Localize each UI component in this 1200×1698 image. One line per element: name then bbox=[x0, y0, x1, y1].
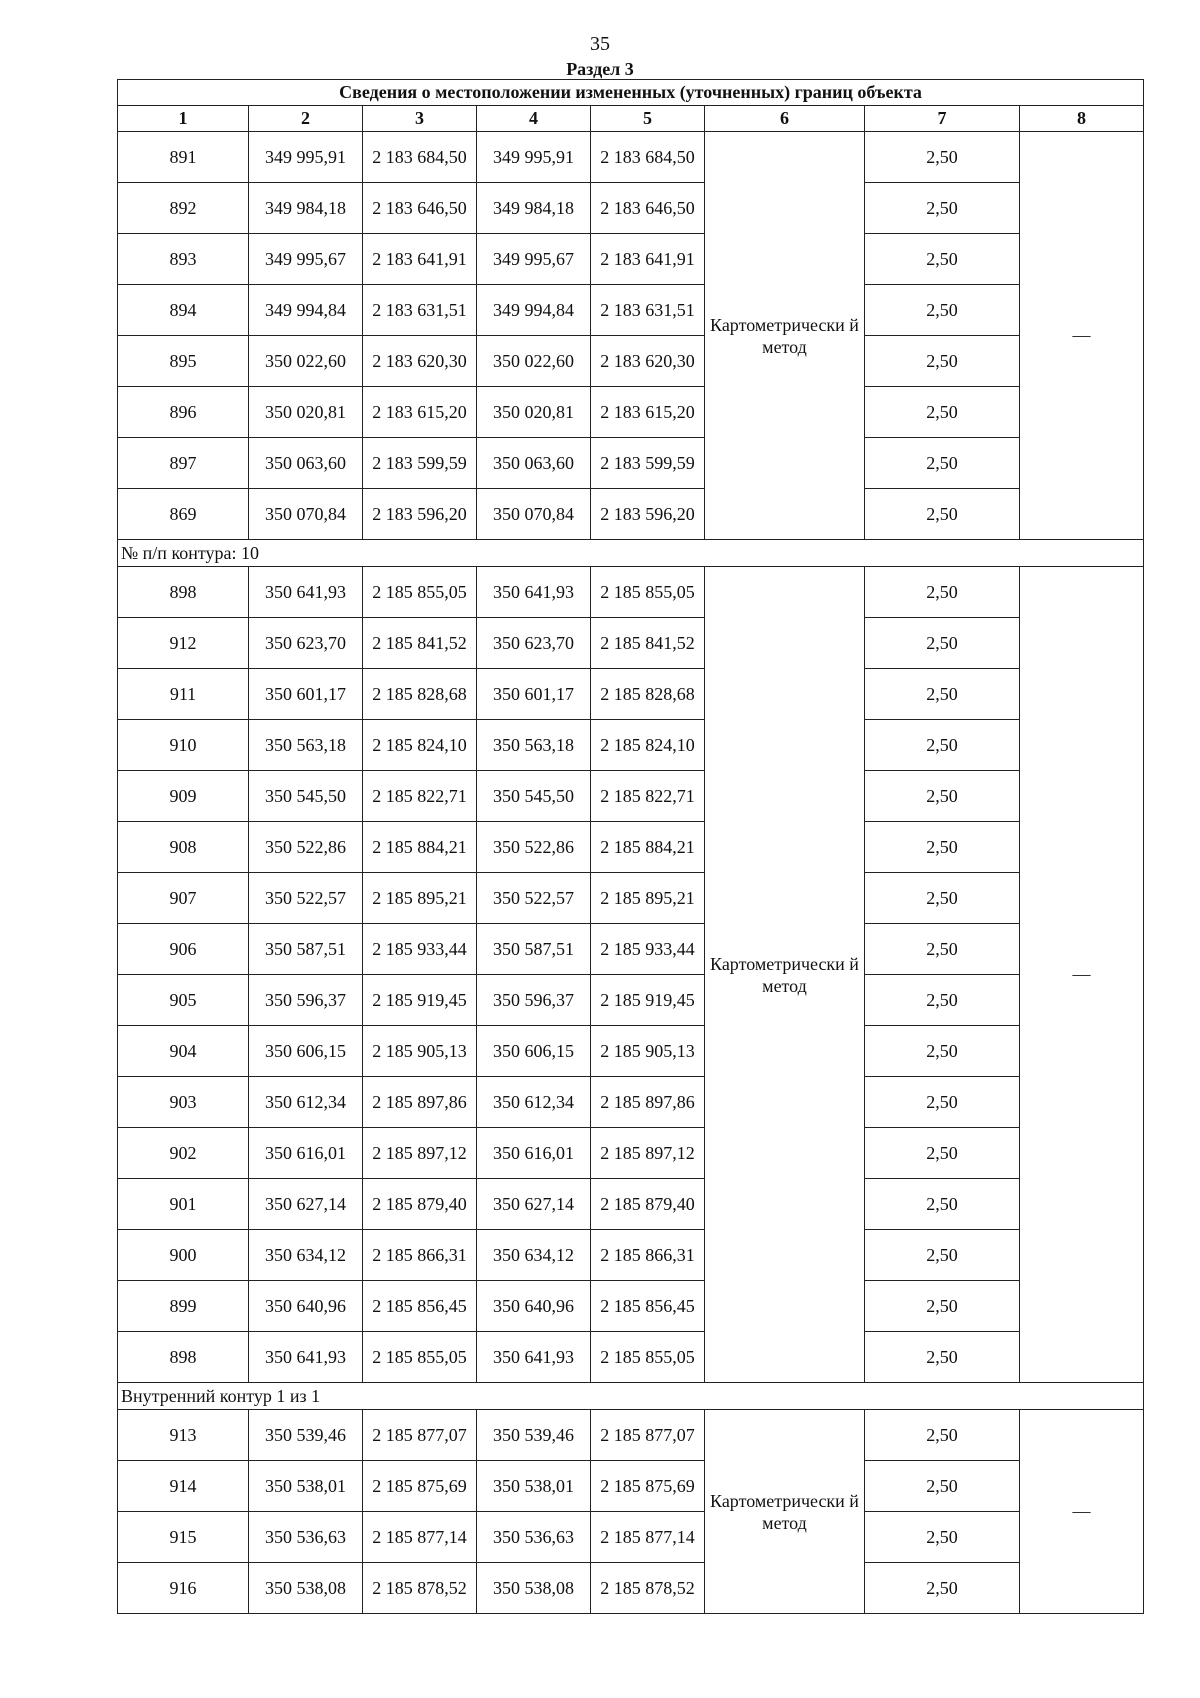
y-new-cell: 2 183 596,20 bbox=[591, 489, 705, 540]
table-row bbox=[118, 1410, 1144, 1461]
y-new-cell: 2 183 599,59 bbox=[591, 438, 705, 489]
y-new-cell: 2 185 866,31 bbox=[591, 1230, 705, 1281]
column-number-1: 1 bbox=[118, 106, 249, 132]
accuracy-cell: 2,50 bbox=[865, 669, 1020, 720]
accuracy-cell: 2,50 bbox=[865, 1026, 1020, 1077]
y-existing-cell: 2 185 877,14 bbox=[363, 1512, 477, 1563]
point-number-cell: 916 bbox=[118, 1563, 249, 1614]
x-existing-cell: 350 522,57 bbox=[249, 873, 363, 924]
x-existing-cell: 350 641,93 bbox=[249, 1332, 363, 1383]
accuracy-cell: 2,50 bbox=[865, 1512, 1020, 1563]
table-row bbox=[118, 489, 1144, 540]
point-number-cell: 896 bbox=[118, 387, 249, 438]
accuracy-cell: 2,50 bbox=[865, 234, 1020, 285]
x-new-cell: 349 994,84 bbox=[477, 285, 591, 336]
section-title: Раздел 3 bbox=[566, 59, 634, 79]
point-number-cell: 894 bbox=[118, 285, 249, 336]
y-existing-cell: 2 185 828,68 bbox=[363, 669, 477, 720]
point-number-cell: 904 bbox=[118, 1026, 249, 1077]
x-new-cell: 349 984,18 bbox=[477, 183, 591, 234]
x-new-cell: 350 538,01 bbox=[477, 1461, 591, 1512]
contour-label: № п/п контура: 10 bbox=[118, 540, 1144, 567]
table-row bbox=[118, 669, 1144, 720]
y-existing-cell: 2 183 684,50 bbox=[363, 132, 477, 183]
y-new-cell: 2 185 856,45 bbox=[591, 1281, 705, 1332]
x-new-cell: 350 601,17 bbox=[477, 669, 591, 720]
x-existing-cell: 350 563,18 bbox=[249, 720, 363, 771]
x-new-cell: 350 640,96 bbox=[477, 1281, 591, 1332]
y-existing-cell: 2 183 631,51 bbox=[363, 285, 477, 336]
y-new-cell: 2 185 897,12 bbox=[591, 1128, 705, 1179]
y-existing-cell: 2 185 895,21 bbox=[363, 873, 477, 924]
table-row bbox=[118, 1077, 1144, 1128]
x-existing-cell: 349 995,67 bbox=[249, 234, 363, 285]
y-existing-cell: 2 185 919,45 bbox=[363, 975, 477, 1026]
table-caption-row bbox=[118, 80, 1144, 106]
table-row bbox=[118, 1332, 1144, 1383]
point-number-cell: 906 bbox=[118, 924, 249, 975]
y-existing-cell: 2 185 879,40 bbox=[363, 1179, 477, 1230]
accuracy-cell: 2,50 bbox=[865, 975, 1020, 1026]
coordinates-table bbox=[117, 79, 1144, 1614]
page-number: 35 bbox=[590, 33, 610, 55]
point-number-cell: 892 bbox=[118, 183, 249, 234]
accuracy-cell: 2,50 bbox=[865, 1281, 1020, 1332]
x-new-cell: 350 623,70 bbox=[477, 618, 591, 669]
contour-label-row bbox=[118, 1383, 1144, 1410]
y-new-cell: 2 185 824,10 bbox=[591, 720, 705, 771]
column-number-3: 3 bbox=[363, 106, 477, 132]
point-number-cell: 912 bbox=[118, 618, 249, 669]
point-number-cell: 914 bbox=[118, 1461, 249, 1512]
table-row bbox=[118, 1128, 1144, 1179]
x-new-cell: 350 070,84 bbox=[477, 489, 591, 540]
table-row bbox=[118, 387, 1144, 438]
point-number-cell: 902 bbox=[118, 1128, 249, 1179]
x-new-cell: 350 022,60 bbox=[477, 336, 591, 387]
table-row bbox=[118, 924, 1144, 975]
x-existing-cell: 350 616,01 bbox=[249, 1128, 363, 1179]
point-number-cell: 911 bbox=[118, 669, 249, 720]
accuracy-cell: 2,50 bbox=[865, 720, 1020, 771]
y-new-cell: 2 183 631,51 bbox=[591, 285, 705, 336]
table-row bbox=[118, 822, 1144, 873]
y-existing-cell: 2 185 884,21 bbox=[363, 822, 477, 873]
table-caption: Сведения о местоположении измененных (уточненных) границ объекта bbox=[118, 80, 1144, 106]
table-row bbox=[118, 1230, 1144, 1281]
x-existing-cell: 350 063,60 bbox=[249, 438, 363, 489]
y-new-cell: 2 183 641,91 bbox=[591, 234, 705, 285]
x-new-cell: 349 995,67 bbox=[477, 234, 591, 285]
table-row bbox=[118, 1179, 1144, 1230]
point-number-cell: 913 bbox=[118, 1410, 249, 1461]
y-new-cell: 2 183 646,50 bbox=[591, 183, 705, 234]
accuracy-cell: 2,50 bbox=[865, 387, 1020, 438]
accuracy-cell: 2,50 bbox=[865, 438, 1020, 489]
x-new-cell: 350 596,37 bbox=[477, 975, 591, 1026]
accuracy-cell: 2,50 bbox=[865, 1077, 1020, 1128]
table-row bbox=[118, 132, 1144, 183]
y-existing-cell: 2 185 897,12 bbox=[363, 1128, 477, 1179]
accuracy-cell: 2,50 bbox=[865, 1410, 1020, 1461]
column-number-7: 7 bbox=[865, 106, 1020, 132]
x-existing-cell: 350 545,50 bbox=[249, 771, 363, 822]
y-new-cell: 2 185 855,05 bbox=[591, 1332, 705, 1383]
x-new-cell: 350 634,12 bbox=[477, 1230, 591, 1281]
y-existing-cell: 2 185 897,86 bbox=[363, 1077, 477, 1128]
x-new-cell: 350 627,14 bbox=[477, 1179, 591, 1230]
y-existing-cell: 2 185 866,31 bbox=[363, 1230, 477, 1281]
accuracy-cell: 2,50 bbox=[865, 132, 1020, 183]
x-existing-cell: 350 634,12 bbox=[249, 1230, 363, 1281]
point-number-cell: 905 bbox=[118, 975, 249, 1026]
method-cell: Картометрически й метод bbox=[705, 567, 865, 1383]
accuracy-cell: 2,50 bbox=[865, 1332, 1020, 1383]
y-existing-cell: 2 185 875,69 bbox=[363, 1461, 477, 1512]
accuracy-cell: 2,50 bbox=[865, 1179, 1020, 1230]
x-existing-cell: 350 627,14 bbox=[249, 1179, 363, 1230]
point-number-cell: 907 bbox=[118, 873, 249, 924]
point-number-cell: 900 bbox=[118, 1230, 249, 1281]
y-new-cell: 2 185 897,86 bbox=[591, 1077, 705, 1128]
table-row bbox=[118, 771, 1144, 822]
table-row bbox=[118, 183, 1144, 234]
table-row bbox=[118, 618, 1144, 669]
x-existing-cell: 350 536,63 bbox=[249, 1512, 363, 1563]
y-existing-cell: 2 185 856,45 bbox=[363, 1281, 477, 1332]
x-new-cell: 349 995,91 bbox=[477, 132, 591, 183]
contour-label: Внутренний контур 1 из 1 bbox=[118, 1383, 1144, 1410]
table-row bbox=[118, 1563, 1144, 1614]
x-existing-cell: 350 596,37 bbox=[249, 975, 363, 1026]
x-existing-cell: 349 994,84 bbox=[249, 285, 363, 336]
table-row bbox=[118, 1461, 1144, 1512]
point-number-cell: 897 bbox=[118, 438, 249, 489]
table-row bbox=[118, 1281, 1144, 1332]
accuracy-cell: 2,50 bbox=[865, 771, 1020, 822]
y-new-cell: 2 183 615,20 bbox=[591, 387, 705, 438]
y-existing-cell: 2 183 620,30 bbox=[363, 336, 477, 387]
y-existing-cell: 2 183 615,20 bbox=[363, 387, 477, 438]
y-existing-cell: 2 185 855,05 bbox=[363, 1332, 477, 1383]
x-new-cell: 350 587,51 bbox=[477, 924, 591, 975]
x-existing-cell: 350 538,08 bbox=[249, 1563, 363, 1614]
table-row bbox=[118, 567, 1144, 618]
point-number-cell: 891 bbox=[118, 132, 249, 183]
y-new-cell: 2 185 933,44 bbox=[591, 924, 705, 975]
x-existing-cell: 350 020,81 bbox=[249, 387, 363, 438]
point-number-cell: 901 bbox=[118, 1179, 249, 1230]
y-new-cell: 2 183 684,50 bbox=[591, 132, 705, 183]
accuracy-cell: 2,50 bbox=[865, 618, 1020, 669]
point-number-cell: 869 bbox=[118, 489, 249, 540]
x-existing-cell: 350 522,86 bbox=[249, 822, 363, 873]
x-new-cell: 350 641,93 bbox=[477, 567, 591, 618]
y-existing-cell: 2 183 596,20 bbox=[363, 489, 477, 540]
point-number-cell: 895 bbox=[118, 336, 249, 387]
point-number-cell: 899 bbox=[118, 1281, 249, 1332]
x-existing-cell: 349 984,18 bbox=[249, 183, 363, 234]
accuracy-cell: 2,50 bbox=[865, 1461, 1020, 1512]
y-existing-cell: 2 185 878,52 bbox=[363, 1563, 477, 1614]
note-cell: — bbox=[1020, 132, 1144, 540]
y-existing-cell: 2 183 641,91 bbox=[363, 234, 477, 285]
x-existing-cell: 350 022,60 bbox=[249, 336, 363, 387]
column-number-5: 5 bbox=[591, 106, 705, 132]
x-existing-cell: 350 539,46 bbox=[249, 1410, 363, 1461]
method-cell: Картометрически й метод bbox=[705, 132, 865, 540]
y-new-cell: 2 185 878,52 bbox=[591, 1563, 705, 1614]
y-existing-cell: 2 183 646,50 bbox=[363, 183, 477, 234]
point-number-cell: 898 bbox=[118, 1332, 249, 1383]
x-new-cell: 350 545,50 bbox=[477, 771, 591, 822]
accuracy-cell: 2,50 bbox=[865, 567, 1020, 618]
x-new-cell: 350 020,81 bbox=[477, 387, 591, 438]
column-number-2: 2 bbox=[249, 106, 363, 132]
x-new-cell: 350 539,46 bbox=[477, 1410, 591, 1461]
point-number-cell: 909 bbox=[118, 771, 249, 822]
x-existing-cell: 350 601,17 bbox=[249, 669, 363, 720]
table-row bbox=[118, 720, 1144, 771]
note-cell: — bbox=[1020, 567, 1144, 1383]
table-row bbox=[118, 873, 1144, 924]
y-new-cell: 2 185 877,14 bbox=[591, 1512, 705, 1563]
accuracy-cell: 2,50 bbox=[865, 1230, 1020, 1281]
x-new-cell: 350 612,34 bbox=[477, 1077, 591, 1128]
accuracy-cell: 2,50 bbox=[865, 822, 1020, 873]
x-existing-cell: 350 641,93 bbox=[249, 567, 363, 618]
x-new-cell: 350 538,08 bbox=[477, 1563, 591, 1614]
x-existing-cell: 350 538,01 bbox=[249, 1461, 363, 1512]
accuracy-cell: 2,50 bbox=[865, 183, 1020, 234]
y-existing-cell: 2 183 599,59 bbox=[363, 438, 477, 489]
y-existing-cell: 2 185 822,71 bbox=[363, 771, 477, 822]
y-new-cell: 2 185 919,45 bbox=[591, 975, 705, 1026]
point-number-cell: 898 bbox=[118, 567, 249, 618]
table-row bbox=[118, 336, 1144, 387]
method-cell: Картометрически й метод bbox=[705, 1410, 865, 1614]
point-number-cell: 915 bbox=[118, 1512, 249, 1563]
y-new-cell: 2 185 877,07 bbox=[591, 1410, 705, 1461]
y-new-cell: 2 185 875,69 bbox=[591, 1461, 705, 1512]
accuracy-cell: 2,50 bbox=[865, 489, 1020, 540]
table-row bbox=[118, 1512, 1144, 1563]
y-new-cell: 2 185 884,21 bbox=[591, 822, 705, 873]
x-new-cell: 350 606,15 bbox=[477, 1026, 591, 1077]
accuracy-cell: 2,50 bbox=[865, 1563, 1020, 1614]
table-row bbox=[118, 285, 1144, 336]
accuracy-cell: 2,50 bbox=[865, 873, 1020, 924]
x-existing-cell: 350 640,96 bbox=[249, 1281, 363, 1332]
x-new-cell: 350 641,93 bbox=[477, 1332, 591, 1383]
accuracy-cell: 2,50 bbox=[865, 336, 1020, 387]
y-existing-cell: 2 185 905,13 bbox=[363, 1026, 477, 1077]
y-new-cell: 2 185 822,71 bbox=[591, 771, 705, 822]
x-new-cell: 350 536,63 bbox=[477, 1512, 591, 1563]
x-new-cell: 350 563,18 bbox=[477, 720, 591, 771]
x-existing-cell: 350 623,70 bbox=[249, 618, 363, 669]
x-existing-cell: 349 995,91 bbox=[249, 132, 363, 183]
y-new-cell: 2 185 841,52 bbox=[591, 618, 705, 669]
column-number-6: 6 bbox=[705, 106, 865, 132]
x-new-cell: 350 522,57 bbox=[477, 873, 591, 924]
x-existing-cell: 350 070,84 bbox=[249, 489, 363, 540]
note-cell: — bbox=[1020, 1410, 1144, 1614]
y-existing-cell: 2 185 877,07 bbox=[363, 1410, 477, 1461]
y-new-cell: 2 185 828,68 bbox=[591, 669, 705, 720]
y-existing-cell: 2 185 824,10 bbox=[363, 720, 477, 771]
column-number-4: 4 bbox=[477, 106, 591, 132]
y-existing-cell: 2 185 855,05 bbox=[363, 567, 477, 618]
point-number-cell: 903 bbox=[118, 1077, 249, 1128]
accuracy-cell: 2,50 bbox=[865, 1128, 1020, 1179]
contour-label-row bbox=[118, 540, 1144, 567]
table-row bbox=[118, 438, 1144, 489]
column-number-8: 8 bbox=[1020, 106, 1144, 132]
y-new-cell: 2 185 895,21 bbox=[591, 873, 705, 924]
table-row bbox=[118, 1026, 1144, 1077]
table-row bbox=[118, 234, 1144, 285]
point-number-cell: 893 bbox=[118, 234, 249, 285]
column-numbers-row bbox=[118, 106, 1144, 132]
y-new-cell: 2 185 905,13 bbox=[591, 1026, 705, 1077]
y-existing-cell: 2 185 841,52 bbox=[363, 618, 477, 669]
y-new-cell: 2 183 620,30 bbox=[591, 336, 705, 387]
x-existing-cell: 350 606,15 bbox=[249, 1026, 363, 1077]
x-new-cell: 350 522,86 bbox=[477, 822, 591, 873]
point-number-cell: 908 bbox=[118, 822, 249, 873]
x-new-cell: 350 063,60 bbox=[477, 438, 591, 489]
y-existing-cell: 2 185 933,44 bbox=[363, 924, 477, 975]
x-existing-cell: 350 587,51 bbox=[249, 924, 363, 975]
accuracy-cell: 2,50 bbox=[865, 285, 1020, 336]
x-new-cell: 350 616,01 bbox=[477, 1128, 591, 1179]
point-number-cell: 910 bbox=[118, 720, 249, 771]
x-existing-cell: 350 612,34 bbox=[249, 1077, 363, 1128]
y-new-cell: 2 185 879,40 bbox=[591, 1179, 705, 1230]
y-new-cell: 2 185 855,05 bbox=[591, 567, 705, 618]
accuracy-cell: 2,50 bbox=[865, 924, 1020, 975]
table-row bbox=[118, 975, 1144, 1026]
